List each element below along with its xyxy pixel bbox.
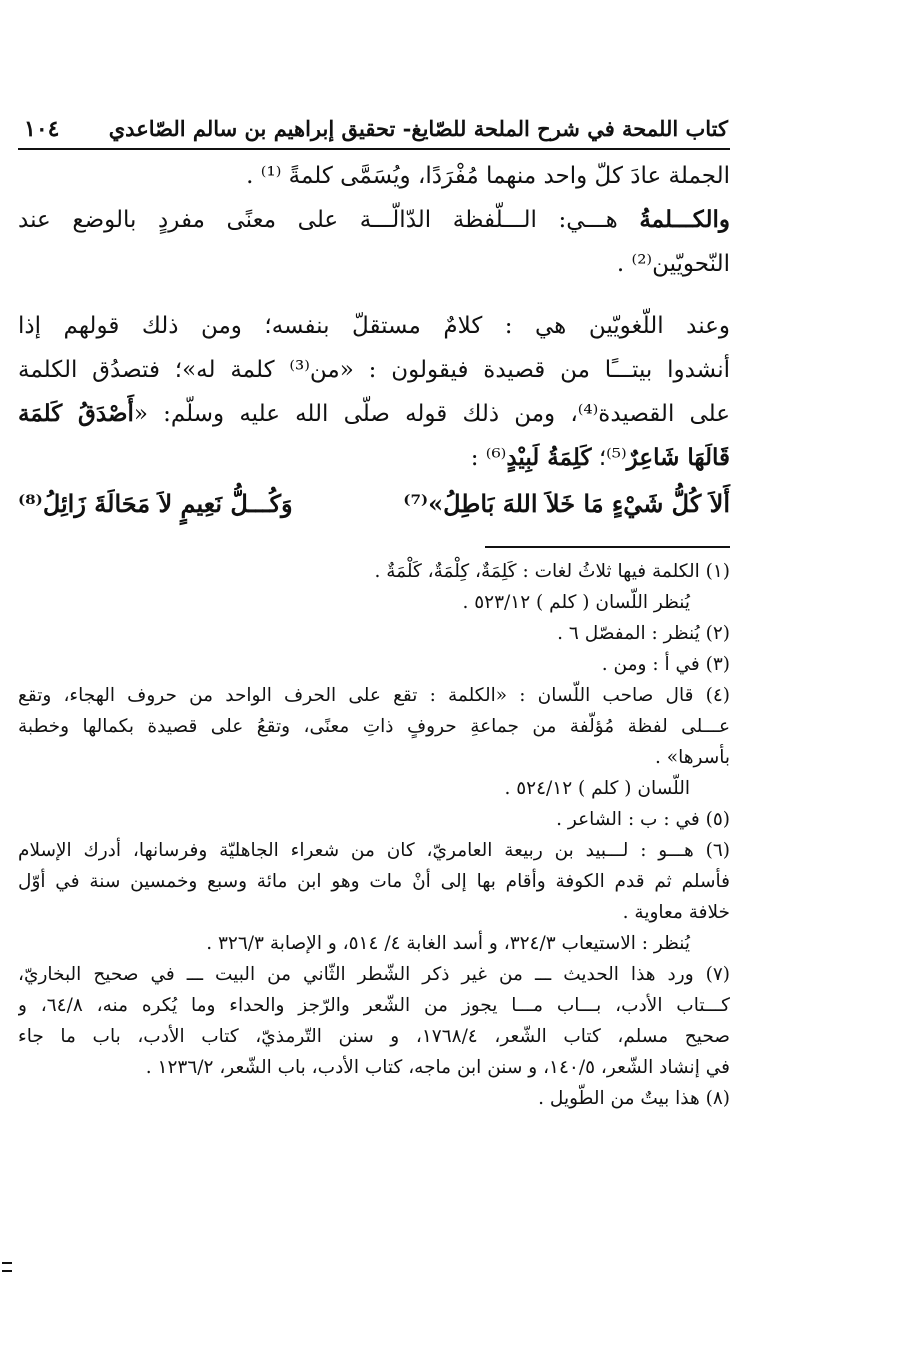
footnote-8: (٨) هذا بيتٌ من الطّويل .: [538, 1088, 730, 1109]
footnote-5: (٥) في : ب : الشاعر .: [556, 809, 730, 830]
footnote-7-cont: كـــتاب الأدب، بـــاب مـــا يجوز من الشّعر والرّجز والحداء وما يُكره منه، ٦٤/٨، و: [18, 995, 730, 1016]
margin-mark: [2, 1262, 12, 1272]
footnote-7: (٧) ورد هذا الحديث ـــ من غير ذكر الشّطر الثّاني من البيت ـــ في صحيح البخاريّ،: [18, 964, 730, 985]
body-line: الجملة عادَ كلّ واحد منهما مُفْرَدًا، ويُسَمَّى كلمةً ⁽¹⁾ .: [246, 163, 730, 189]
footnote-1: (١) الكلمة فيها ثلاثُ لغات : كَلِمَةٌ، كِلْمَةٌ، كَلْمَةٌ .: [374, 561, 730, 582]
running-header: [18, 100, 730, 150]
term-kalima: والكـــلمةُ: [639, 206, 730, 233]
hadith-text: أَصْدَقُ كَلمَة: [18, 400, 134, 427]
footnote-6-reference: يُنظر : الاستيعاب ٣٢٤/٣، و أسد الغابة ٤/ ٥١٤، و الإصابة ٣٢٦/٣ .: [206, 933, 690, 954]
body-line: أنشدوا بيتـــًا من قصيدة فيقولون : «من⁽³⁾ كلمة له»؛ فتصدُق الكلمة: [18, 357, 730, 383]
book-page: [18, 100, 730, 1114]
page-number: ١٠٤: [24, 116, 60, 142]
body-line: [18, 198, 730, 242]
footnote-6-cont: فأسلم ثم قدم الكوفة وأقام بها إلى أنْ مات وهو ابن مائة وسبع وخمسين سنة في أوّل: [18, 871, 730, 892]
body-line: وعند اللّغويّين هي : كلامٌ مستقلّ بنفسه؛ ومن ذلك قولهم إذا: [18, 313, 730, 339]
hadith-text: كَلِمَةُ لَبِيْدٍ: [506, 444, 592, 471]
main-text: [18, 154, 730, 528]
footnote-2: (٢) يُنظر : المفصّل ٦ .: [557, 623, 730, 644]
footnote-ref: ⁽⁵⁾؛: [598, 445, 627, 471]
footnotes: [18, 556, 730, 1114]
hadith-text: قَالَهَا شَاعِرٌ: [626, 444, 730, 471]
footnote-ref: ⁽⁶⁾ :: [470, 445, 507, 471]
footnote-1-reference: يُنظر اللّسان ( كلم ) ٥٢٣/١٢ .: [462, 592, 690, 613]
body-line: [18, 436, 730, 480]
definition-text: هـــي: الـــلّفظة الدّالّـــة على معنًى مفردٍ بالوضع عند: [18, 207, 618, 233]
footnote-6-cont: خلافة معاوية .: [622, 902, 730, 923]
hadith-intro: على القصيدة⁽⁴⁾، ومن ذلك قوله صلّى الله عليه وسلّم: «: [133, 401, 730, 427]
header-title: كتاب اللمحة في شرح الملحة للصّايغ- تحقيق إبراهيم بن سالم الصّاعدي: [108, 116, 728, 141]
footnote-6: (٦) هـــو : لـــبيد بن ربيعة العامريّ، كان من شعراء الجاهليّة وفرسانها، أدرك الإسلام: [18, 840, 730, 861]
verse-second-hemistich: وَكُـــلُّ نَعِيمٍ لاَ مَحَالَةَ زَائِلُ⁽⁸⁾: [18, 489, 293, 518]
footnote-7-cont: صحيح مسلم، كتاب الشّعر، ١٧٦٨/٤، و سنن التّرمذيّ، كتاب الأدب، باب ما جاء: [18, 1026, 730, 1047]
verse-first-hemistich: أَلاَ كُلُّ شَيْءٍ مَا خَلاَ اللهَ بَاطِلُ»⁽⁷⁾: [403, 489, 730, 518]
footnote-4: (٤) قال صاحب اللّسان : «الكلمة : تقع على الحرف الواحد من حروف الهجاء، وتقع: [18, 685, 730, 706]
footnote-3: (٣) في أ : ومن .: [601, 654, 730, 675]
footnote-4-cont: بأسرها» .: [655, 747, 730, 768]
footnote-4-reference: اللّسان ( كلم ) ٥٢٤/١٢ .: [504, 778, 690, 799]
poetry-verse: [18, 480, 730, 528]
footnote-separator: [485, 546, 730, 548]
footnote-7-cont: في إنشاد الشّعر، ١٤٠/٥، و سنن ابن ماجه، كتاب الأدب، باب الشّعر، ١٢٣٦/٢ .: [145, 1057, 730, 1078]
footnote-4-cont: عـــلى لفظة مُؤلّفة من جماعةِ حروفٍ ذاتِ معنًى، وتقعُ على قصيدة بكمالها وخطبة: [18, 716, 730, 737]
body-line: [18, 392, 730, 436]
body-line: النّحويّين⁽²⁾ .: [616, 251, 730, 277]
